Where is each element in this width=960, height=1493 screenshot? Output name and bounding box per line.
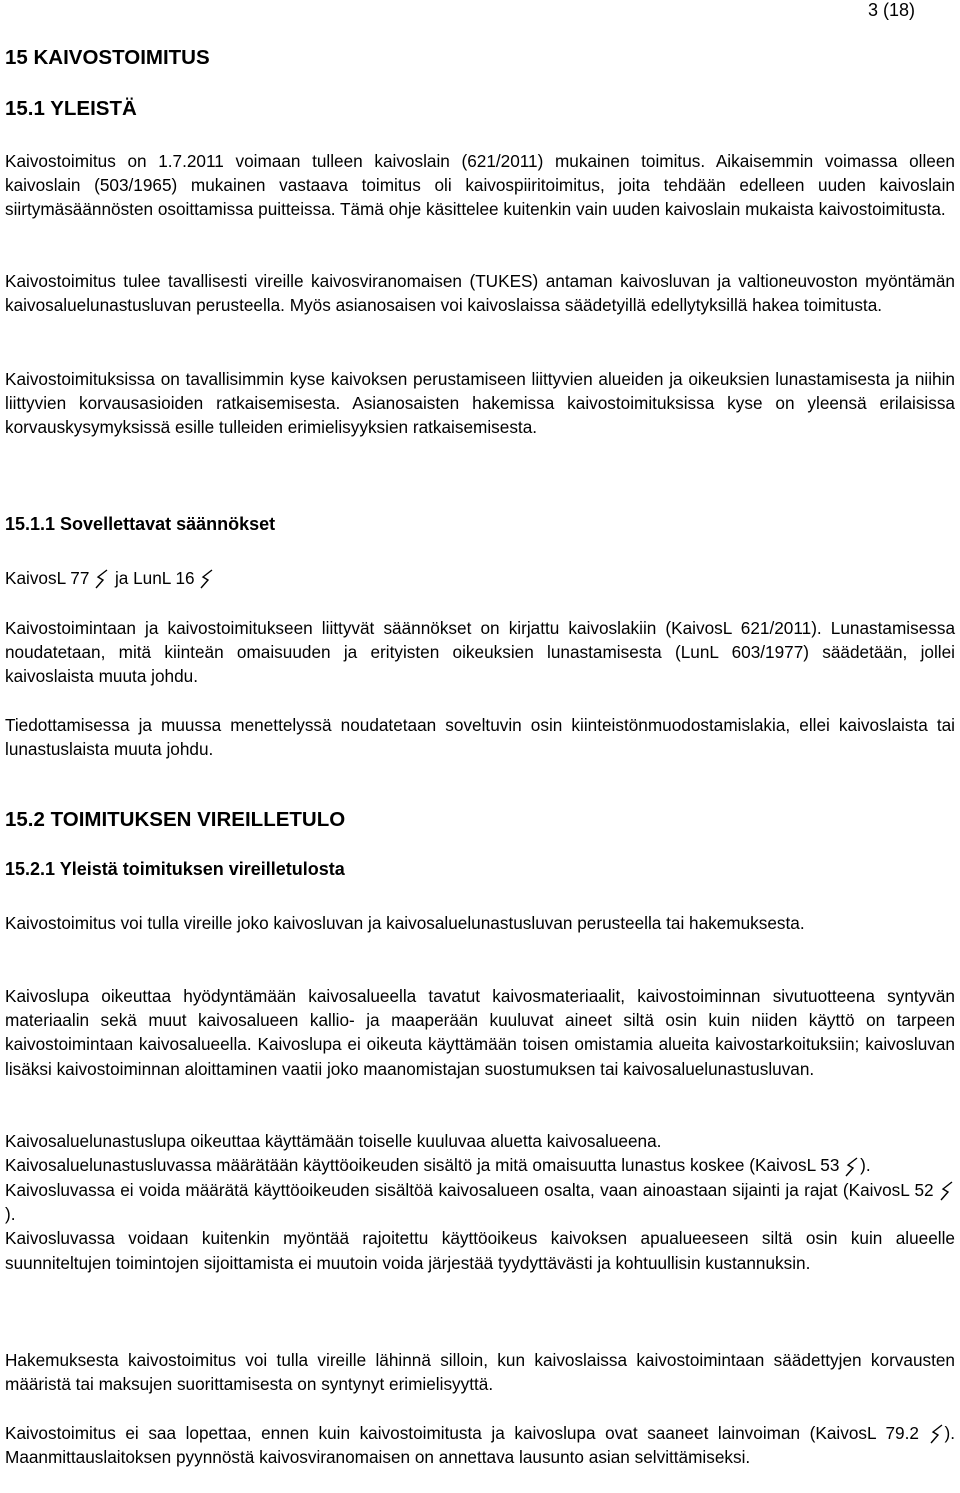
section-sign-link-icon[interactable] — [199, 568, 215, 590]
paragraph-lopettaminen: Kaivostoimitus ei saa lopettaa, ennen kuin kaivostoimitusta ja kaivoslupa ovat saaneet lainvoiman (KaivosL 79.2 ). Maanmittauslaitoksen pyynnöstä kaivosviranomaisen on annettava lausunto asian selvittämiseksi. — [5, 1423, 955, 1468]
paragraph-tiedottaminen: Tiedottamisessa ja muussa menettelyssä noudatetaan soveltuvin osin kiinteistönmuodostamislakia, ellei kaivoslaista tai lunastuslaista muuta johdu. — [5, 715, 955, 760]
lunl-16-ref: ja LunL 16 — [110, 568, 195, 588]
law-references — [5, 566, 955, 590]
section-sign-link-icon[interactable] — [939, 1180, 955, 1202]
paragraph-lunastuslupa-group — [5, 1129, 955, 1275]
apualue-line: Kaivosluvassa voidaan kuitenkin myöntää rajoitettu käyttöoikeus kaivoksen apualueeseen siltä osin kuin alueelle suunniteltujen toimintojen sijoittamista ei muutoin voida järjestää tyydyttävästi ja kohtuullisin kustannuksin. — [5, 1228, 955, 1273]
paragraph-kaivoslaki: Kaivostoimintaan ja kaivostoimitukseen liittyvät säännökset on kirjattu kaivoslakiin (KaivosL 621/2011). Lunastamisessa noudatetaan, mitä kiinteän omaisuuden ja erityisten oikeuksien lunastamisesta (LunL 603/1977) säädetään, jollei kaivoslaista muuta johdu. — [5, 618, 955, 687]
paragraph-kyse: Kaivostoimituksissa on tavallisimmin kyse kaivoksen perustamiseen liittyvien alueiden ja oikeuksien lunastamisesta ja niihin liittyvien korvausasioiden ratkaisemisesta. Asianosaisten hakemissa kaivostoimituksissa kyse on yleensä erilaisissa korvauskysymyksissä esille tulleiden erimielisyyksien ratkaisemisesta. — [5, 369, 955, 438]
section-heading-vireilletulo: 15.2 TOIMITUKSEN VIREILLETULO — [5, 808, 346, 831]
subsection-heading-yleista-vireilletulosta: 15.2.1 Yleistä toimituksen vireilletulosta — [5, 859, 345, 879]
page-number: 3 (18) — [868, 0, 916, 20]
paragraph-intro: Kaivostoimitus on 1.7.2011 voimaan tulleen kaivoslain (621/2011) mukainen toimitus. Aikaisemmin voimassa olleen kaivoslain (503/1965) mukainen vastaava toimitus oli kaivospiiritoimitus, joita tehdään edelleen uuden kaivoslain siirtymäsäännösten osoittamissa puitteissa. Tämä ohje käsittelee kuitenkin vain uuden kaivoslain mukaista kaivostoimitusta. — [5, 151, 955, 220]
section-heading-yleista: 15.1 YLEISTÄ — [5, 97, 137, 120]
chapter-heading: 15 KAIVOSTOIMITUS — [5, 46, 210, 69]
lunastuslupa-content-line: Kaivosaluelunastusluvassa määrätään käyttöoikeuden sisältö ja mitä omaisuutta lunastus koskee (KaivosL 53 ). — [5, 1153, 955, 1177]
section-sign-link-icon[interactable] — [94, 568, 110, 590]
paragraph-vireille-tulo: Kaivostoimitus voi tulla vireille joko kaivosluvan ja kaivosaluelunastusluvan perusteella tai hakemuksesta. — [5, 913, 805, 933]
paragraph-kaivoslupa: Kaivoslupa oikeuttaa hyödyntämään kaivosalueella tavatut kaivosmateriaalit, kaivostoiminnan sivutuotteena syntyvän materiaalin sekä muut kaivosalueen kallio- ja maaperään kuuluvat aineet siltä osin kuin niiden käyttö on tarpeen kaivostoimintaan kaivosalueella. Kaivoslupa ei oikeuta käyttämään toisen omistamia alueita kaivostarkoituksiin; kaivosluvan lisäksi kaivostoiminnan aloittaminen vaatii joko maanomistajan suostumuksen tai kaivosaluelunastusluvan. — [5, 986, 955, 1079]
subsection-heading-saannokset: 15.1.1 Sovellettavat säännökset — [5, 514, 276, 534]
kaivoslupa-rajat-line: Kaivosluvassa ei voida määrätä käyttöoikeuden sisältöä kaivosalueen osalta, vaan ainoastaan sijainti ja rajat (KaivosL 52 ). — [5, 1178, 955, 1227]
kaivosl-77-ref: KaivosL 77 — [5, 568, 90, 588]
lunastuslupa-line: Kaivosaluelunastuslupa oikeuttaa käyttämään toiselle kuuluvaa aluetta kaivosalueena. — [5, 1131, 662, 1151]
section-sign-link-icon[interactable] — [844, 1156, 860, 1178]
paragraph-vireille: Kaivostoimitus tulee tavallisesti vireille kaivosviranomaisen (TUKES) antaman kaivosluvan ja valtioneuvoston myöntämän kaivosaluelunastusluvan perusteella. Myös asianosaisen voi kaivoslaissa säädetyillä edellytyksillä hakea toimitusta. — [5, 271, 955, 316]
section-sign-link-icon[interactable] — [929, 1423, 945, 1445]
paragraph-hakemuksesta: Hakemuksesta kaivostoimitus voi tulla vireille lähinnä silloin, kun kaivoslaissa kaivostoimintaan säädettyjen korvausten määristä tai maksujen suorittamisesta on syntynyt erimielisyyttä. — [5, 1350, 955, 1395]
